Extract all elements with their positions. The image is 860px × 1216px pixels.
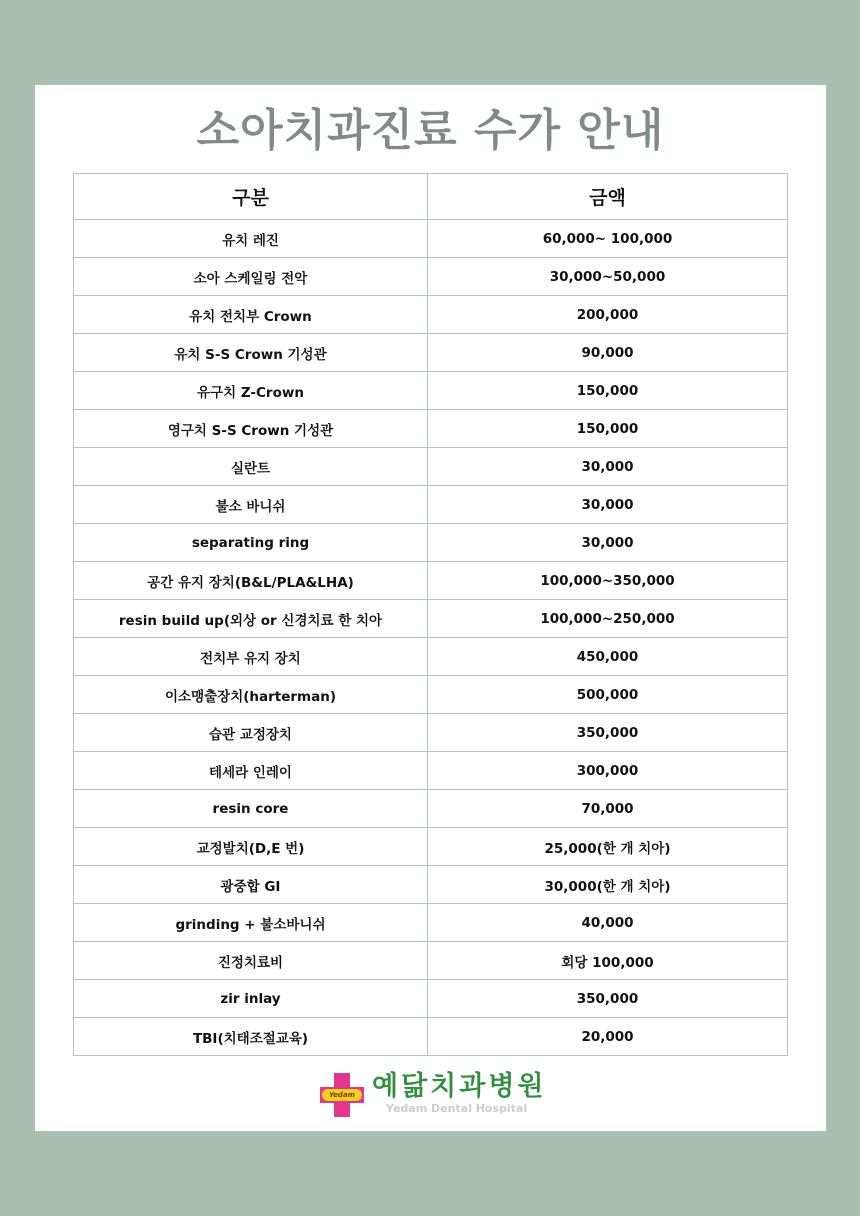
treatment-fee: 30,000 <box>428 486 788 524</box>
treatment-fee: 150,000 <box>428 372 788 410</box>
medical-cross-icon <box>320 1073 364 1117</box>
treatment-name: 유치 전치부 Crown <box>74 296 428 334</box>
treatment-fee: 200,000 <box>428 296 788 334</box>
table-row <box>74 942 788 980</box>
treatment-name: separating ring <box>74 524 428 562</box>
table-row <box>74 638 788 676</box>
table-row <box>74 296 788 334</box>
treatment-name: 불소 바니쉬 <box>74 486 428 524</box>
table-row <box>74 258 788 296</box>
table-row <box>74 334 788 372</box>
treatment-name: resin core <box>74 790 428 828</box>
fee-table-body <box>74 220 788 1056</box>
treatment-fee: 30,000(한 개 치아) <box>428 866 788 904</box>
treatment-fee: 30,000 <box>428 448 788 486</box>
treatment-name: 테세라 인레이 <box>74 752 428 790</box>
logo-name-korean: 예닮치과병원 <box>372 1071 547 1102</box>
treatment-name: 유치 레진 <box>74 220 428 258</box>
table-row <box>74 980 788 1018</box>
table-row <box>74 790 788 828</box>
treatment-fee: 350,000 <box>428 980 788 1018</box>
treatment-name: 공간 유지 장치(B&L/PLA&LHA) <box>74 562 428 600</box>
treatment-name: 광중합 GI <box>74 866 428 904</box>
hospital-logo <box>320 1071 560 1121</box>
treatment-fee: 100,000~350,000 <box>428 562 788 600</box>
treatment-fee: 25,000(한 개 치아) <box>428 828 788 866</box>
table-header-row <box>74 174 788 220</box>
table-row <box>74 372 788 410</box>
treatment-fee: 450,000 <box>428 638 788 676</box>
treatment-name: 이소맹출장치(harterman) <box>74 676 428 714</box>
table-row <box>74 752 788 790</box>
fee-sheet <box>35 85 826 1131</box>
logo-badge: Yedam <box>322 1089 362 1101</box>
treatment-name: 영구치 S-S Crown 기성관 <box>74 410 428 448</box>
treatment-fee: 350,000 <box>428 714 788 752</box>
treatment-name: 유구치 Z-Crown <box>74 372 428 410</box>
table-row <box>74 410 788 448</box>
treatment-name: 유치 S-S Crown 기성관 <box>74 334 428 372</box>
treatment-name: 진정치료비 <box>74 942 428 980</box>
treatment-fee: 300,000 <box>428 752 788 790</box>
treatment-name: TBI(치태조절교육) <box>74 1018 428 1056</box>
treatment-fee: 20,000 <box>428 1018 788 1056</box>
treatment-fee: 회당 100,000 <box>428 942 788 980</box>
table-row <box>74 448 788 486</box>
treatment-fee: 90,000 <box>428 334 788 372</box>
table-row <box>74 562 788 600</box>
table-row <box>74 714 788 752</box>
table-row <box>74 866 788 904</box>
treatment-name: 습관 교정장치 <box>74 714 428 752</box>
treatment-name: zir inlay <box>74 980 428 1018</box>
table-row <box>74 524 788 562</box>
treatment-fee: 30,000 <box>428 524 788 562</box>
header-amount: 금액 <box>428 174 788 220</box>
treatment-fee: 70,000 <box>428 790 788 828</box>
treatment-name: grinding + 불소바니쉬 <box>74 904 428 942</box>
table-row <box>74 220 788 258</box>
table-row <box>74 676 788 714</box>
fee-table <box>73 173 788 1056</box>
treatment-name: resin build up(외상 or 신경치료 한 치아 <box>74 600 428 638</box>
treatment-fee: 60,000~ 100,000 <box>428 220 788 258</box>
table-row <box>74 486 788 524</box>
logo-name-english: Yedam Dental Hospital <box>386 1102 528 1115</box>
treatment-fee: 30,000~50,000 <box>428 258 788 296</box>
treatment-fee: 150,000 <box>428 410 788 448</box>
table-row <box>74 904 788 942</box>
treatment-fee: 100,000~250,000 <box>428 600 788 638</box>
treatment-name: 전치부 유지 장치 <box>74 638 428 676</box>
table-row <box>74 600 788 638</box>
treatment-fee: 500,000 <box>428 676 788 714</box>
page-title: 소아치과진료 수가 안내 <box>196 105 665 156</box>
table-row <box>74 828 788 866</box>
treatment-name: 소아 스케일링 전악 <box>74 258 428 296</box>
treatment-name: 교정발치(D,E 번) <box>74 828 428 866</box>
treatment-name: 실란트 <box>74 448 428 486</box>
treatment-fee: 40,000 <box>428 904 788 942</box>
table-row <box>74 1018 788 1056</box>
header-category: 구분 <box>74 174 428 220</box>
